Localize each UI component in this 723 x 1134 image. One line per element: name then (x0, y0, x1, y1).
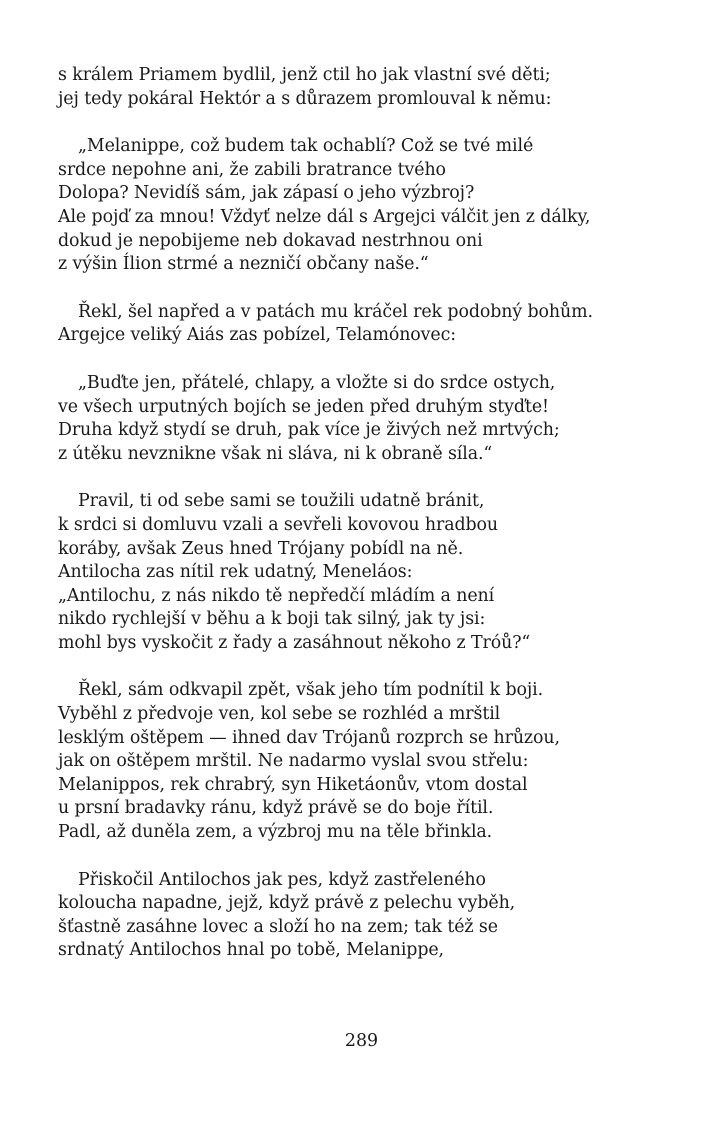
page-number: 289 (344, 1031, 379, 1051)
text-line: dokud je nepobijeme neb dokavad nestrhnou oni (58, 230, 483, 251)
text-line: Vyběhl z předvoje ven, kol sebe se rozhléd a mrštil (58, 704, 501, 725)
text-line: Řekl, šel napřed a v patách mu kráčel rek podobný bohům. (78, 301, 593, 322)
stanza-4 (58, 372, 688, 466)
text-line: Antilocha zas nítil rek udatný, Meneláos: (58, 562, 413, 583)
stanza-7 (58, 869, 688, 963)
text-line: s králem Priamem bydlil, jenž ctil ho jak vlastní své děti; (58, 65, 551, 85)
stanza-5 (58, 490, 688, 655)
text-line: jak on oštěpem mrštil. Ne nadarmo vyslal svou střelu: (58, 751, 529, 772)
stanza-1 (58, 64, 688, 111)
text-line: šťastně zasáhne lovec a složí ho na zem; tak též se (58, 916, 498, 937)
text-body (58, 64, 688, 987)
text-line: „Buďte jen, přátelé, chlapy, a vložte si do srdce ostych, (78, 372, 556, 393)
text-line: Ale pojď za mnou! Vždyť nelze dál s Argejci válčit jen z dálky, (58, 206, 591, 227)
text-line: nikdo rychlejší v běhu a k boji tak silný, jak ty jsi: (58, 609, 486, 630)
text-line: Řekl, sám odkvapil zpět, však jeho tím podnítil k boji. (78, 680, 544, 701)
text-line: Melanippos, rek chrabrý, syn Hiketáonův, vtom dostal (58, 774, 528, 795)
text-line: „Antilochu, z nás nikdo tě nepředčí mládím a není (58, 585, 495, 606)
text-line: srdnatý Antilochos hnal po tobě, Melanippe, (58, 940, 444, 961)
text-line: mohl bys vyskočit z řady a zasáhnout někoho z Tróů?“ (58, 632, 531, 653)
stanza-6 (58, 679, 688, 844)
text-line: Padl, až duněla zem, a výzbroj mu na těle břinkla. (58, 822, 493, 843)
text-line: u prsní bradavky ránu, když právě se do boje řítil. (58, 798, 494, 819)
text-line: jej tedy pokáral Hektór a s důrazem promlouval k němu: (58, 88, 552, 109)
text-line: kolouchа napadne, jejž, když právě z pelechu vyběh, (58, 893, 516, 914)
text-line: k srdci si domluvu vzali a sevřeli kovovou hradbou (58, 514, 499, 535)
stanza-3 (58, 301, 688, 348)
text-line: koráby, avšak Zeus hned Trójany pobídl na ně. (58, 538, 464, 559)
text-line: lesklým oštěpem — ihned dav Trójanů rozprch se hrůzou, (58, 727, 560, 748)
text-line: Pravil, ti od sebe sami se toužili udatně bránit, (78, 491, 485, 512)
text-line: Přiskočil Antilochos jak pes, když zastřeleného (78, 869, 486, 890)
stanza-2 (58, 135, 688, 277)
text-line: srdce nepohne ani, že zabili bratrance tvého (58, 159, 446, 180)
text-line: Druha když stydí se druh, pak více je živých než mrtvých; (58, 420, 560, 441)
text-line: z útěku nevznikne však ni sláva, ni k obraně síla.“ (58, 443, 493, 464)
text-line: „Melanippe, což budem tak ochablí? Což se tvé milé (78, 136, 534, 157)
text-line: ve všech urputných bojích se jeden před druhým styďte! (58, 396, 549, 417)
text-line: Dolopa? Nevidíš sám, jak zápasí o jeho výzbroj? (58, 183, 475, 204)
text-line: Argejce veliký Aiás zas pobízel, Telamónovec: (58, 325, 456, 346)
text-line: z výšin Ílion strmé a nezničí občany naše.“ (58, 254, 429, 275)
